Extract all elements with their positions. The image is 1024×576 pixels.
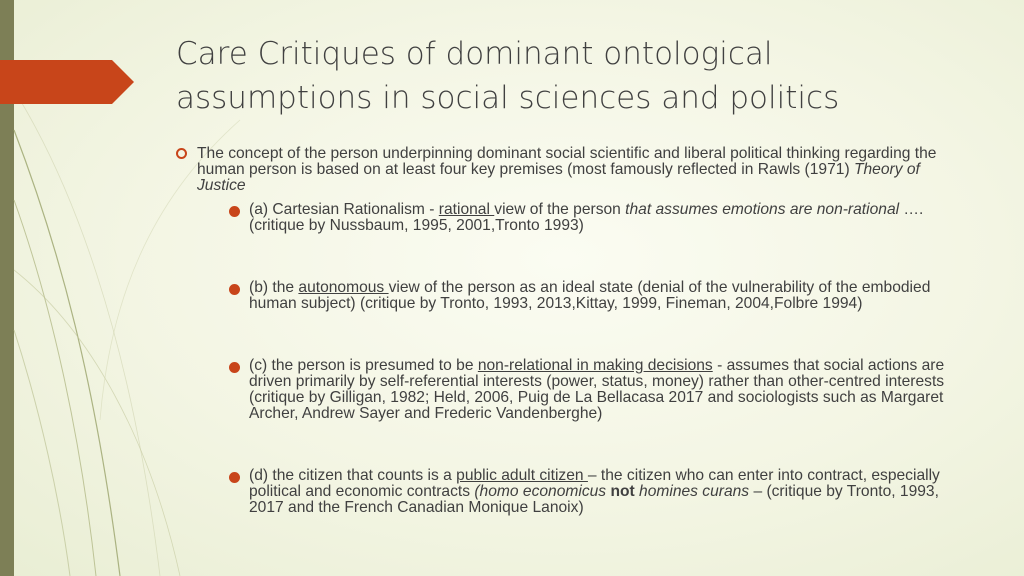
sub-bullet-a-underlined: rational	[438, 201, 495, 218]
sub-bullet-a	[229, 202, 966, 234]
sub-bullet-b	[229, 280, 966, 312]
filled-circle-bullet-icon	[229, 206, 240, 217]
sub-bullet-d-mid: – the citizen who can enter into contract, especially political and economic contracts	[249, 467, 940, 500]
sub-bullet-d-post: – (critique by Tronto, 1993, 2017 and the French Canadian Monique Lanoix)	[249, 483, 939, 516]
sub-bullet-d-underlined: public adult citizen	[456, 467, 588, 484]
sub-bullet-a-italic: that assumes emotions are non-rational	[625, 201, 900, 218]
sub-bullet-b-underlined: autonomous	[298, 279, 389, 296]
sub-bullet-c-post: - assumes that social actions are driven primarily by self-referential interests (power, status, money) rather than other-centred interests (critique by Gilligan, 1982; Held, 2006, Puig de La Bellacasa 2017 and sociologists such as Margaret Archer, Andrew Sayer and Frederic Vandenberghe)	[249, 357, 945, 422]
sub-bullet-d-italic-2: homines curans	[639, 483, 750, 500]
slide-content	[176, 146, 966, 516]
sub-bullet-a-post: ….(critique by Nussbaum, 1995, 2001,Tronto 1993)	[249, 201, 924, 234]
main-point-text: The concept of the person underpinning dominant social scientific and liberal political thinking regarding the human person is based on at least four key premises (most famously reflected in Rawls (1971)	[197, 145, 937, 178]
sub-bullet-c-underlined: non-relational in making decisions	[477, 357, 713, 374]
sub-bullet-d-pre: (d) the citizen that counts is a	[249, 467, 457, 484]
hollow-circle-bullet-icon	[176, 148, 187, 159]
sub-bullet-a-pre: (a) Cartesian Rationalism -	[249, 201, 439, 218]
sub-bullet-d-bold: not	[606, 483, 640, 500]
sub-bullet-c-pre: (c) the person is presumed to be	[249, 357, 478, 374]
slide-title	[176, 32, 996, 120]
slide-title-line-2: assumptions in social sciences and politics	[176, 80, 840, 116]
main-point-book-title: Theory of Justice	[197, 161, 920, 194]
sub-bullet-c	[229, 358, 966, 422]
filled-circle-bullet-icon	[229, 284, 240, 295]
sub-bullet-d-italic-1: (homo economicus	[474, 483, 607, 500]
sub-bullet-a-mid: view of the person	[494, 201, 626, 218]
sub-bullet-b-post: view of the person as an ideal state (denial of the vulnerability of the embodied human subject) (critique by Tronto, 1993, 2013,Kittay, 1999, Fineman, 2004,Folbre 1994)	[249, 279, 931, 312]
filled-circle-bullet-icon	[229, 472, 240, 483]
slide-title-line-1: Care Critiques of dominant ontological	[176, 36, 773, 72]
title-accent-arrow	[0, 60, 136, 104]
filled-circle-bullet-icon	[229, 362, 240, 373]
sub-bullet-d	[229, 468, 966, 516]
main-bullet-point	[176, 146, 966, 516]
sub-bullet-b-pre: (b) the	[249, 279, 299, 296]
